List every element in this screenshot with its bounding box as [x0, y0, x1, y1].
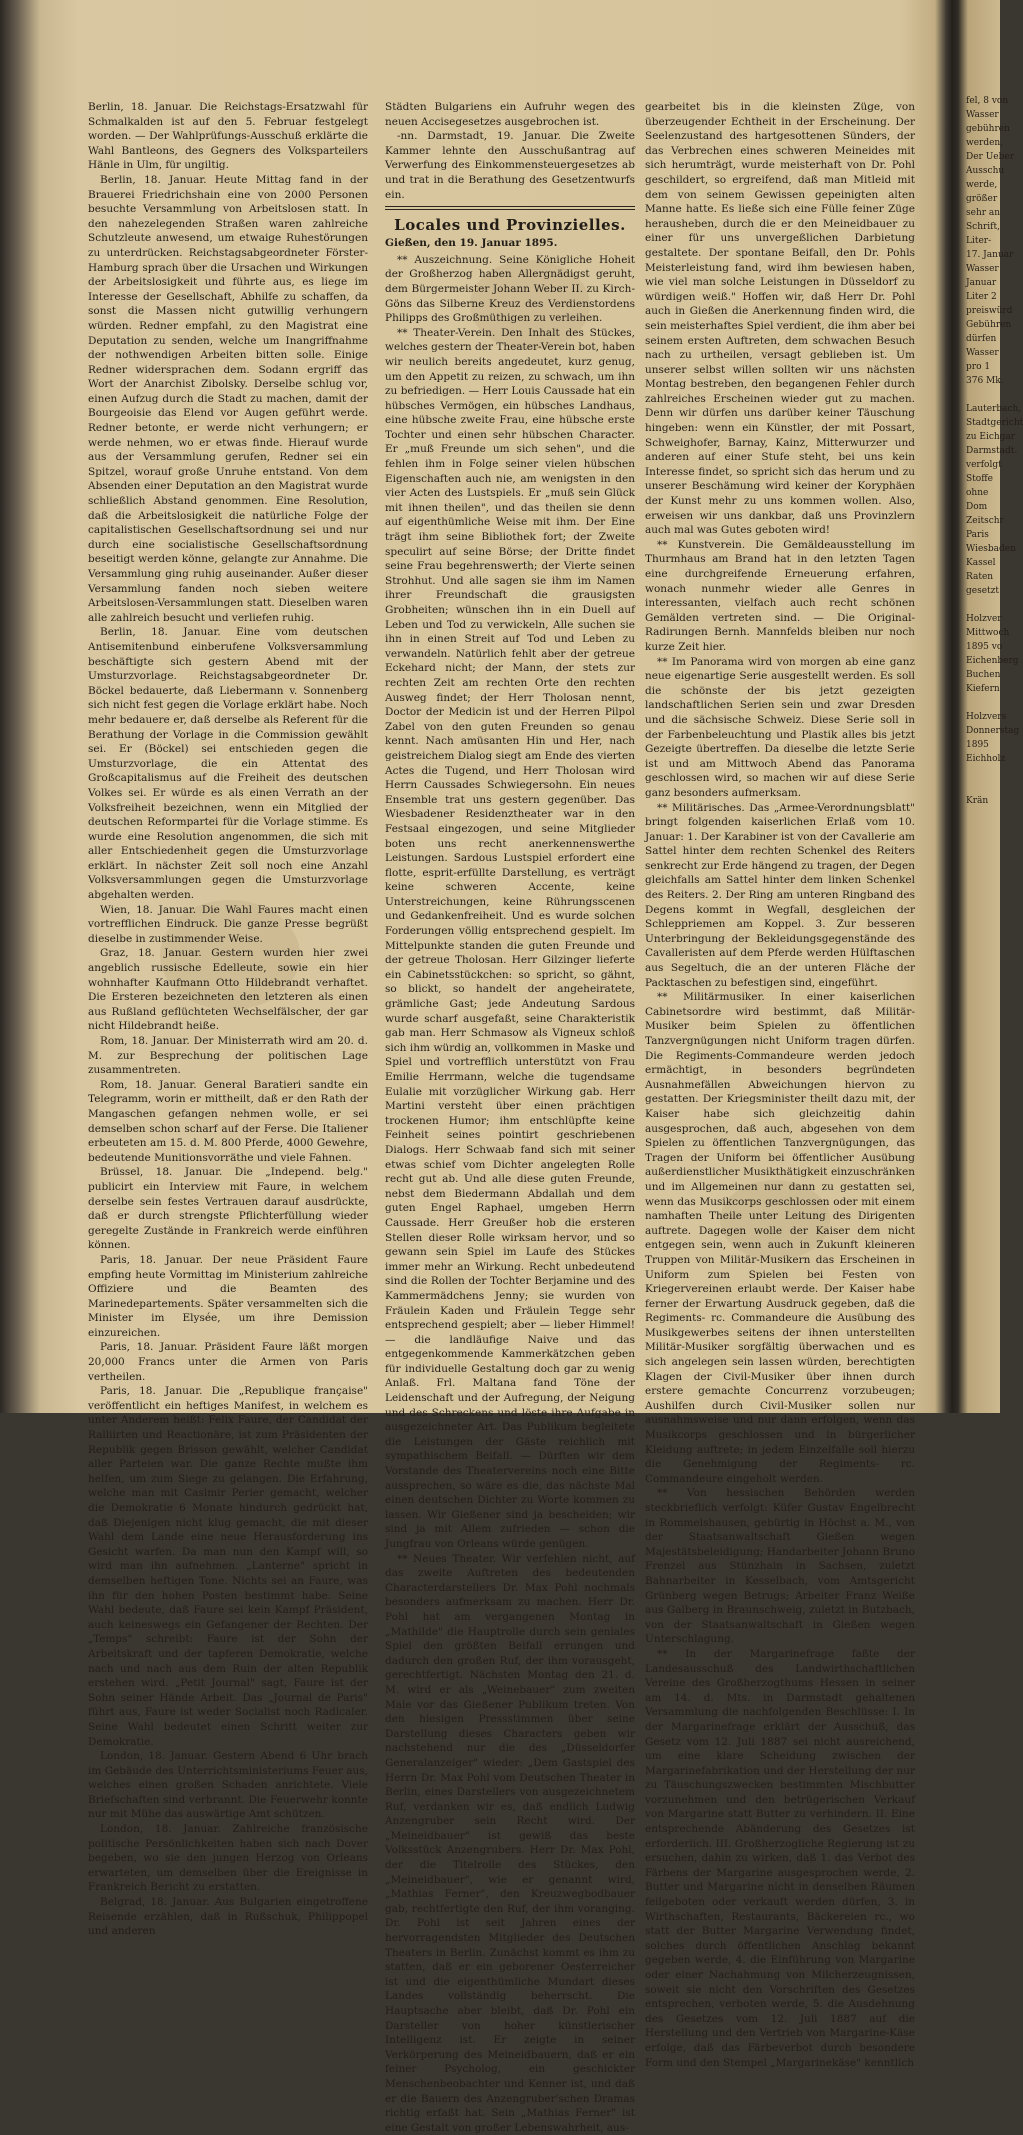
- edge-line-fragment: Darmstadt.: [966, 446, 1018, 456]
- article-paragraph: -nn. Darmstadt, 19. Januar. Die Zweite Kammer lehnte den Ausschußantrag auf Verwerfung des Einkommensteuergesetzes ab und trat in die Berathung des Gesetzentwurfs ein.: [385, 130, 635, 201]
- edge-line-fragment: gesetzt: [966, 586, 1000, 596]
- article-paragraph: ** Neues Theater. Wir verfehlen nicht, auf das zweite Auftreten des bedeutenden Characterdarstellers Dr. Max Pohl nochmals besonders aufmerksam zu machen. Herr Dr. Pohl hat am vergangenen Montag in „Mathilde" die Hauptrolle durch sein geniales Spiel den größten Beifall errungen und dadurch den großen Ruf, der ihm vorausgeht, gerechtfertigt. Nächsten Montag den 21. d. M. wird er als „Weinebauer" zum zweiten Male vor das Gießener Publikum treten. Von den hiesigen Pressstimmen über seine Darstellung dieses Characters geben wir nachstehend nur die des „Düsseldorfer Generalanzeiger" wieder: „Dem Gastspiel des Herrn Dr. Max Pohl vom Deutschen Theater in Berlin, eines Darstellers von ausgezeichnetem Ruf, verdanken wir es, daß endlich Ludwig Anzengruber sein Recht wird. Der „Meineidbauer" ist gewiß das beste Volksstück Anzengrubers. Herr Dr. Max Pohl, der die Titelrolle des Stückes, den „Meineidbauer", wie er genannt wird, „Mathias Ferner", den Kreuzwegbodbauer gab, rechtfertigte den Ruf, der ihm voranging. Dr. Pohl ist seit Jahren eines der hervorragendsten Mitglieder des Deutschen Theaters in Berlin. Zunächst kommt es ihm zu statten, daß er ein geborener Oesterreicher ist und die eigenthümliche Mundart dieses Landes vollständig beherrscht. Die Hauptsache aber bleibt, daß Dr. Pohl ein Darsteller von hoher künstlerischer Intelligenz ist. Er zeigte in seiner Verkörperung des Meineidbauern, daß er ein feiner Psycholog, ein geschickter Menschenbeobachter und Kenner ist, und daß er die Bauern des Anzengruber'schen Dramas richtig erfaßt hat. Sein „Mathias Ferner" ist eine Gestalt von großer Lebenswahrheit, aus-: [385, 1552, 635, 2134]
- article-paragraph: Paris, 18. Januar. Der neue Präsident Faure empfing heute Vormittag im Ministerium zahlreiche Offiziere und die Beamten des Marinedepartements. Später versammelten sich die Minister im Elysée, um ihre Demission einzureichen.: [88, 1253, 368, 1339]
- edge-line-fragment: Liter-: [966, 236, 992, 246]
- edge-line-fragment: Wasser: [966, 348, 999, 358]
- article-paragraph: ** Militärisches. Das „Armee-Verordnungsblatt" bringt folgenden kaiserlichen Erlaß vom 10. Januar: 1. Der Karabiner ist von der Cavallerie am Sattel hinter dem rechten Schenkel des Reiters senkrecht zur Erde hängend zu tragen, der Degen gleichfalls am Sattel hinter dem linken Schenkel des Reiters. 2. Der Ring am unteren Ringband des Degens kommt in Wegfall, desgleichen der Schleppriemen am Koppel. 3. Zur besseren Unterbringung der Bekleidungsgegenstände des Cavalleristen auf dem Pferde werden Hülftaschen aus Segeltuch, die an der unteren Fläche der Packtaschen zu befestigen sind, eingeführt.: [645, 801, 915, 989]
- article-paragraph: Berlin, 18. Januar. Die Reichstags-Ersatzwahl für Schmalkalden ist auf den 5. Februar festgelegt worden. — Der Wahlprüfungs-Ausschuß erklärte die Wahl Bantleons, des Gegners des Volksparteilers Hänle in Ulm, für ungiltig.: [88, 101, 368, 172]
- edge-line-fragment: Januar: [966, 278, 997, 288]
- edge-line-fragment: fel, 8 von: [966, 96, 1009, 106]
- article-paragraph: Berlin, 18. Januar. Heute Mittag fand in der Brauerei Friedrichshain eine von 2000 Personen besuchte Versammlung von Arbeitslosen statt. In den nahezelegenden Straßen waren zahlreiche Schutzleute anwesend, um etwaige Ruhestörungen zu unterdrücken. Reichstagsabgeordneter Förster-Hamburg sprach über die Ursachen und Wirkungen der Arbeitslosigkeit und führte aus, es liege im Interesse der Gesellschaft, Abhilfe zu schaffen, da sonst die Massen nicht gutwillig verhungern würden. Redner empfahl, zu den Magistrat eine Deputation zu senden, welche um Inangriffnahme der nothwendigen Arbeiten bitten solle. Einige Redner widersprachen dem. Sodann ergriff das Wort der Anarchist Zibolsky. Derselbe schlug vor, einen Aufzug durch die Stadt zu machen, damit der Bourgeoisie das Elend vor Augen geführt werde. Redner betonte, er werde nicht verhungern; er werde nehmen, wo er etwas finde. Hierauf wurde aus der Versammlung gerufen, Redner sei ein Spitzel, worauf große Unruhe entstand. Von dem Absenden einer Deputation an den Magistrat wurde schließlich Abstand genommen. Eine Resolution, daß die Arbeitslosigkeit die natürliche Folge der capitalistischen Gesellschaftsordnung sei und nur durch eine socialistische Gesellschaftsordnung beseitigt werden könne, gelangte zur Annahme. Die Versammlung ging ruhig auseinander. Außer dieser Versammlung fanden noch sieben weitere Arbeitslosen-Versammlungen statt. Dieselben waren alle zahlreich besucht und verliefen ruhig.: [88, 173, 368, 624]
- article-paragraph: Belgrad, 18. Januar. Aus Bulgarien eingetroffene Reisende erzählen, daß in Rußschuk, Philippopel und anderen: [88, 1896, 368, 1938]
- edge-line-fragment: [966, 388, 1006, 402]
- edge-line-fragment: Eichenberg: [966, 656, 1019, 666]
- article-paragraph: ** Kunstverein. Die Gemäldeausstellung im Thurmhaus am Brand hat in den letzten Tagen eine durchgreifende Erneuerung erfahren, wonach nunmehr wieder alle Genres in interessanten, vielfach auch recht schönen Gemälden vertreten sind. — Die Original-Radirungen Bernh. Mannfelds bleiben nur noch kurze Zeit hier.: [645, 538, 915, 653]
- article-paragraph: Graz, 18. Januar. Gestern wurden hier zwei angeblich russische Edelleute, sowie ein hier wohnhafter Kaufmann Otto Hildebrandt verhaftet. Die Ersteren bezeichneten den letzteren als einen aus Rußland geflüchteten Wechselfälscher, der gar nicht Hildebrandt heiße.: [88, 947, 368, 1033]
- edge-line-fragment: Schrift,: [966, 222, 1000, 232]
- edge-line-fragment: Zeitschr: [966, 516, 1004, 526]
- article-paragraph: ** Von hessischen Behörden werden steckbrieflich verfolgt: Küfer Gustav Engelbrecht in Rommelshausen, gebürtig in Höchst a. M., von der Staatsanwaltschaft Gießen wegen Majestätsbeleidigung; Handarbeiter Johann Bruno Frenzel aus Stünzhain in Sachsen, zuletzt Bahnarbeiter in Kesselbach, vom Amtsgericht Grünberg wegen Betrugs; Arbeiter Franz Weiße aus Galberg in Braunschweig, zuletzt in Butzbach, von der Staatsanwaltschaft in Gießen wegen Unterschlagung.: [645, 1487, 916, 1646]
- edge-line-fragment: pro 1: [966, 362, 991, 372]
- edge-line-fragment: Stadtgericht: [966, 418, 1023, 428]
- edge-line-fragment: Gebühren: [966, 320, 1012, 330]
- section-title: Locales und Provinzielles.: [394, 216, 626, 235]
- edge-line-fragment: ohne: [966, 488, 989, 498]
- edge-line-fragment: gebühren: [966, 124, 1010, 134]
- article-paragraph: Paris, 18. Januar. Die „Republique française" veröffentlicht ein heftiges Manifest, in welchem es unter Anderem heißt: Felix Faure, der Candidat der Ralliirten und Reactionäre, ist zum Präsidenten der Republik gegen Brisson gewählt, welcher Candidat aller Parteien war. Die ganze Rechte mußte ihm helfen, um zum Siege zu gelangen. Die Erfahrung, welche man mit Casimir Perier gemacht, welcher die Demokratie 6 Monate hindurch gedrückt hat, daß Diejenigen nicht klug gemacht, die mit dieser Wahl dem Lande eine neue Herausforderung ins Gesicht warfen. Da man nun den Kampf will, so wird man ihn aufnehmen. „Lanterne" spricht in demselben heftigen Tone. Nichts sei an Faure, was ihn für den hohen Posten bestimmt habe. Seine Wahl bedeute, daß Faure sei kein Kampf Präsident, auch keineswegs ein Gefangener der Rechten. Der „Temps" schreibt: Faure ist der Sohn der Arbeitskraft und der tapferen Demokratie, welche nach und nach aus dem Ruin der alten Republik erstehen wird. „Petit Journal" sagt, Faure ist der Sohn seiner Hände Arbeit. Das „Journal de Paris" führt aus, Faure ist weder Socialist noch Radicaler. Seine Wahl bedeutet einen Schritt weiter zur Demokratie.: [88, 1385, 368, 1748]
- article-paragraph: Berlin, 18. Januar. Eine vom deutschen Antisemitenbund einberufene Volksversammlung beschäftigte sich gestern Abend mit der Umsturzvorlage. Reichstagsabgeordneter Dr. Böckel bedauerte, daß Liebermann v. Sonnenberg sich nicht fest gegen die Vorlage erklärt habe. Noch mehr bedauere er, daß derselbe als Referent für die Berathung der Vorlage in die Commission gewählt sei. Er (Böckel) sei entschieden gegen die Umsturzvorlage, die ein Attentat des Großcapitalismus auf die Freiheit des deutschen Volkes sei. Er würde es als einen Verrath an der Volksfreiheit bezeichnen, wenn ein Mitglied der deutschen Reformpartei für die Vorlage stimme. Es wurde eine Resolution angenommen, die sich mit aller Entschiedenheit gegen die Umsturzvorlage erklärt. In nächster Zeit soll noch eine Anzahl Volksversammlungen gegen die Umsturzvorlage abgehalten werden.: [88, 626, 368, 902]
- dateline: Gießen, den 19. Januar 1895.: [385, 237, 558, 250]
- article-paragraph: ** Auszeichnung. Seine Königliche Hoheit der Großherzog haben Allergnädigst geruht, dem Bürgermeister Johann Weber II. zu Kirch-Göns das Silberne Kreuz des Verdienstordens Philipps des Großmüthigen zu verleihen.: [385, 253, 635, 325]
- edge-line-fragment: Donnerstag: [966, 726, 1020, 736]
- article-paragraph: ** Theater-Verein. Den Inhalt des Stückes, welches gestern der Theater-Verein bot, haben wir neulich bereits angedeutet, kurz genug, um den Appetit zu reizen, zu schwach, um ihn zu befriedigen. — Herr Louis Caussade hat ein hübsches Vermögen, ein hübsches Landhaus, eine hübsche zweite Frau, eine hübsche erste Tochter und einen sehr hübschen Character. Er „muß Freunde um sich sehen", und die fehlen ihm in Folge seiner vielen hübschen Eigenschaften auch nie, am wenigsten in den vier Acten des Lustspiels. Er „muß sein Glück mit ihnen theilen", und das theilen sie denn auf eigenthümliche Weise mit ihm. Der Eine trägt ihm seine Bibliothek fort; der Zweite speculirt auf seine Börse; der Dritte findet seine Frau begehrenswerth; der Vierte seinen Strohhut. Und alle sagen sie ihm im Namen ihrer Freundschaft die grausigsten Grobheiten; wünschen ihn in ein Duell auf Leben und Tod zu verwickeln, Alle suchen sie ihn in einen Streit auf Tod und Leben zu verwandeln. Natürlich fehlt aber der getreue Eckehard nicht; der Mann, der stets zur rechten Zeit am rechten Orte den rechten Ausweg findet; der Herr Tholosan nennt, Doctor der Medicin ist und der Herren Pilpol Zabel von den guten Freunden so genau kennt. Nach amüsanten Hin und Her, nach geistreichem Dialog siegt am Ende des vierten Actes die Tugend, und Herr Tholosan wird Herrn Caussades Schwiegersohn. Ein neues Ensemble trat uns gestern gegenüber. Das Wiesbadener Residenztheater war in den Festsaal eingezogen, und seine Mitglieder boten uns recht anerkennenswerthe Leistungen. Sardous Lustspiel erfordert eine flotte, esprit-erfüllte Darstellung, es verträgt keine schweren Accente, keine Unterstreichungen, keine Rührungsscenen und Gedankenfreiheit. Und es wurde solchen Forderungen völlig entsprechend gespielt. Im Mittelpunkte standen die guten Freunde und der getreue Tholosan. Herr Gilzinger lieferte ein Cabinetsstückchen: so spricht, so gähnt, so blickt, so handelt der angeheiratete, grämliche Gast; jede Andeutung Sardous wurde scharf ausgefaßt, seine Charakteristik gab man. Herr Schmasow als Vigneux schloß sich ihm würdig an, vollkommen in Maske und Spiel und vortrefflich unterstützt von Frau Emilie Herrmann, welche die tugendsame Eulalie mit vorzüglicher Wirkung gab. Herr Martini versteht über einen prächtigen trockenen Humor; ihm entschlüpfte keine Feinheit seines pointirt geschriebenen Dialogs. Herr Schwaab fand sich mit seiner etwas schief vom Dichter angelegten Rolle recht gut ab. Und alle diese guten Freunde, nebst dem Biedermann Abdallah und dem guten Engel Raphael, umgeben Herrn Caussade. Herr Greußer hob die ersteren Stellen dieser Rolle wirksam hervor, und so gewann sein Spiel im Laufe des Stückes immer mehr an Wirkung. Recht unbedeutend sind die Rollen der Tochter Berjamine und des Kammermädchens Jenny; sie wurden von Fräulein Kaden und Fräulein Tegge sehr entsprechend gespielt; aber — lieber Himmel! — die landläufige Naive und das entgegenkommende Kammerkätzchen geben für individuelle Gestaltung doch gar zu wenig Anlaß. Frl. Maltana fand Töne der Leidenschaft und der Aufregung, der Neigung und des Schreckens und löste ihre Aufgabe in ausgezeichneter Art. Das Publikum begleitete die Leistungen der Gäste reichlich mit sympathischem Beifall. — Dürften wir dem Vorstande des Theatervereins noch eine Bitte aussprechen, so wäre es die, das nächste Mal einen deutschen Dichter zu Worte kommen zu lassen. Wir Gießener sind ja bescheiden; wir sind ja mit Allem zufrieden — schon die Jungfrau von Orleans würde genügen.: [385, 326, 635, 1550]
- column-2: [385, 100, 635, 2134]
- edge-line-fragment: verfolgt: [966, 460, 1002, 470]
- edge-line-fragment: Lauterbach,: [966, 404, 1022, 414]
- edge-line-fragment: werde,: [966, 180, 998, 190]
- edge-line-fragment: Kassel: [966, 558, 996, 568]
- edge-line-fragment: 17. Januar: [966, 250, 1014, 260]
- edge-line-fragment: Wiesbaden: [966, 544, 1016, 554]
- edge-line-fragment: Holzvers: [966, 712, 1007, 722]
- edge-line-fragment: preiswürd: [966, 306, 1013, 316]
- section-rule: [385, 206, 635, 210]
- edge-line-fragment: dürfen: [966, 334, 997, 344]
- article-paragraph: London, 18. Januar. Zahlreiche französische politische Persönlichkeiten haben sich nach Dover begeben, wo sie den jungen Herzog von Orleans erwarteten, um demselben über die Ereignisse in Frankreich Bericht zu erstatten.: [88, 1823, 368, 1894]
- column-1: [88, 100, 368, 1938]
- edge-line-fragment: Paris: [966, 530, 989, 540]
- edge-line-fragment: 1895 vo: [966, 642, 1003, 652]
- edge-line-fragment: sehr an: [966, 208, 1001, 218]
- edge-line-fragment: Kiefern: [966, 684, 1000, 694]
- next-page-edge-column: [966, 94, 1023, 1369]
- edge-line-fragment: Dom: [966, 502, 988, 512]
- edge-line-fragment: zu Eichgar: [966, 432, 1016, 442]
- edge-line-fragment: 376 Mk.: [966, 376, 1004, 386]
- article-paragraph: Wien, 18. Januar. Die Wahl Faures macht einen vortrefflichen Eindruck. Die ganze Presse begrüßt dieselbe in zustimmender Weise.: [88, 903, 368, 945]
- edge-line-fragment: Raten: [966, 572, 994, 582]
- edge-line-fragment: [966, 766, 1006, 780]
- article-paragraph: Städten Bulgariens ein Aufruhr wegen des neuen Accisegesetzes ausgebrochen ist.: [385, 101, 635, 128]
- edge-line-fragment: Stoffe: [966, 474, 993, 484]
- edge-line-fragment: Wasser: [966, 264, 999, 274]
- article-paragraph: Brüssel, 18. Januar. Die „Independ. belg." publicirt ein Interview mit Faure, in welchem derselbe sein festes Vertrauen darauf ausdrückte, daß er durch strengste Pflichterfüllung wieder geregelte Zustände in Frankreich werde einführen können.: [88, 1166, 368, 1252]
- edge-line-fragment: Wasser: [966, 110, 999, 120]
- edge-line-fragment: Liter 2: [966, 292, 997, 302]
- edge-line-fragment: Krän: [966, 796, 989, 806]
- edge-line-fragment: Eichholz: [966, 754, 1006, 764]
- edge-line-fragment: Der Ueber: [966, 152, 1015, 162]
- edge-line-fragment: Holzver: [966, 614, 1002, 624]
- article-paragraph: ** Militärmusiker. In einer kaiserlichen Cabinetsordre wird bestimmt, daß Militär-Musiker beim Spielen zu öffentlichen Tanzvergnügungen nicht Uniform tragen dürfen. Die Regiments-Commandeure werden jedoch ermächtigt, in besonders begründeten Ausnahmefällen Abweichungen hiervon zu gestatten. Der Kriegsminister theilt dazu mit, der Kaiser habe sich gleichzeitig dahin ausgesprochen, daß auch, abgesehen von dem Spielen zu öffentlichen Tanzvergnügungen, das Tragen der Uniform bei öffentlicher Ausübung außerdienstlicher Musikthätigkeit einzuschränken und im Allgemeinen nur dann zu gestatten sei, wenn das Musikcorps geschlossen oder mit einem namhaften Theile unter Leitung des Dirigenten auftrete. Dagegen wolle der Kaiser dem nicht entgegen sein, wenn auch in Zukunft kleineren Truppen von Militär-Musikern das Erscheinen in Uniform zum Spielen bei Festen von Kriegervereinen erlaubt werde. Der Kaiser habe ferner der Erwartung Ausdruck gegeben, daß die Regiments- rc. Commandeure die Ausübung des Musikgewerbes seitens der ihnen unterstellten Militär-Musiker sorgfältig überwachen und es sich angelegen sein lassen würden, berechtigten Klagen der Civil-Musiker über ihnen durch erstere gemachte Concurrenz vorzubeugen; Aushilfen durch Civil-Musiker sollen nur ausnahmsweise und nur dann erfolgen, wenn das Musikcorps geschlossen und in bürgerlicher Kleidung auftrete; in jedem Einzelfalle soll hierzu die Genehmigung der Regiments- rc. Commandeure eingeholt werden.: [645, 991, 915, 1485]
- article-paragraph: London, 18. Januar. Gestern Abend 6 Uhr brach im Gebäude des Unterrichtsministeriums Feuer aus, welches einen großen Schaden anrichtete. Viele Briefschaften sind verbrannt. Die Feuerwehr konnte nur mit Mühe das auswärtige Amt schützen.: [88, 1750, 368, 1821]
- article-paragraph: gearbeitet bis in die kleinsten Züge, von überzeugender Echtheit in der Erscheinung. Der Seelenzustand des hartgesottenen Sünders, der das Verbrechen eines schweren Meineides mit sich herumträgt, wurde meisterhaft von Dr. Pohl geschildert, so ergreifend, daß man Mitleid mit dem von seinem Gewissen gepeinigten alten Manne hatte. Es ließe sich eine Fülle feiner Züge herausheben, durch die er den Meineidbauer zu einer für uns unvergeßlichen Darbietung gestaltete. Der spontane Beifall, den Dr. Pohls Meisterleistung fand, wird ihm bewiesen haben, wie viel man solche Leistungen in Düsseldorf zu würdigen weiß." Hoffen wir, daß Herr Dr. Pohl auch in Gießen die Anerkennung finden wird, die sein meisterhaftes Spiel verdient, die ihm aber bei seinem ersten Auftreten, dem schwachen Besuch nach zu urtheilen, versagt geblieben ist. Um unserer selbst willen sollten wir uns nächsten Montag bestreben, den begangenen Fehler durch zahlreiches Erscheinen wieder gut zu machen. Denn wir dürfen uns darüber keiner Täuschung hingeben: wenn ein Künstler, der mit Possart, Schweighofer, Barnay, Kainz, Mitterwurzer und anderen auf einer Stufe steht, bei uns kein Interesse findet, so spricht sich das herum und zu unserer Beschämung wird keiner der Koryphäen der Kunst mehr zu uns kommen wollen. Also, erweisen wir uns dankbar, daß uns Provinzlern auch mal was Gutes geboten wird!: [645, 101, 915, 537]
- edge-line-fragment: Mittwoch: [966, 628, 1010, 638]
- edge-line-fragment: Ausschu: [966, 166, 1005, 176]
- edge-line-fragment: 1895: [966, 740, 989, 750]
- article-paragraph: Rom, 18. Januar. Der Ministerrath wird am 20. d. M. zur Besprechung der politischen Lage zusammentreten.: [88, 1035, 368, 1077]
- article-paragraph: ** Im Panorama wird von morgen ab eine ganz neue eigenartige Serie ausgestellt werden. Es soll die schönste der bis jetzt gezeigten landschaftlichen Serien sein und zwar Dresden und die sächsische Schweiz. Diese Serie soll in der Farbenbeleuchtung und Plastik alles bis jetzt Gezeigte übertreffen. Da dieselbe die letzte Serie ist und am Mittwoch Abend das Panorama geschlossen wird, so machen wir auf diese Serie ganz besonders aufmerksam.: [645, 655, 915, 799]
- article-paragraph: ** In der Margarinefrage faßte der Landesausschuß des Landwirthschaftlichen Vereine des Großherzogthums Hessen in seiner am 14. d. Mts. in Darmstadt gehaltenen Versammlung die nachfolgenden Beschlüsse: I. In der Margarinefrage erklärt der Ausschuß, das Gesetz vom 12. Juli 1887 sei nicht ausreichend, um eine klare Scheidung zwischen der Margarinefabrikation und der Herstellung der nur zu Täuschungszwecken bestimmten Mischbutter vorzunehmen und den betrügerischen Verkauf von Margarine statt Butter zu verhindern. II. Eine entsprechende Abänderung des Gesetzes ist erforderlich. III. Großherzogliche Regierung ist zu ersuchen, dahin zu wirken, daß 1. das Verbot des Färbens der Margarine ausgesprochen werde, 2. Butter und Margarine nicht in denselben Räumen feilgeboten oder verkauft werden dürfen, 3. in Wirthschaften, Restaurants, Bäckereien rc., wo statt der Butter Margarine Verwendung findet, solches durch öffentlichen Anschlag bekannt gegeben werde, 4. die Einführung von Margarine oder einer Nachahmung von Milcherzeugnissen, soweit sie nicht den Vorschriften des Gesetzes entsprechen, verboten werde, 5. die Ausdehnung des Gesetzes vom 12. Juli 1887 auf die Herstellung und den Vertrieb von Margarine-Käse erfolge, daß das Färbeverbot durch besondere Form und den Stempel „Margarinekäse" kenntlich: [645, 1647, 915, 2069]
- edge-line-fragment: [966, 696, 1006, 710]
- edge-line-fragment: werden,: [966, 138, 1004, 148]
- article-paragraph: Paris, 18. Januar. Präsident Faure läßt morgen 20,000 Francs unter die Armen von Paris vertheilen.: [88, 1341, 368, 1383]
- edge-line-fragment: Buchen: [966, 670, 1001, 680]
- edge-line-fragment: [966, 598, 1006, 612]
- edge-line-fragment: größer: [966, 194, 998, 204]
- column-3: [645, 100, 916, 2069]
- edge-line-fragment: [966, 780, 1006, 794]
- article-paragraph: Rom, 18. Januar. General Baratieri sandte ein Telegramm, worin er mittheilt, daß er den Rath der Mangaschen gefangen nehmen wolle, er sei demselben schon scharf auf der Ferse. Die Italiener erbeuteten am 15. d. M. 800 Pferde, 4000 Gewehre, bedeutende Munitionsvorräthe und viele Fahnen.: [88, 1078, 368, 1164]
